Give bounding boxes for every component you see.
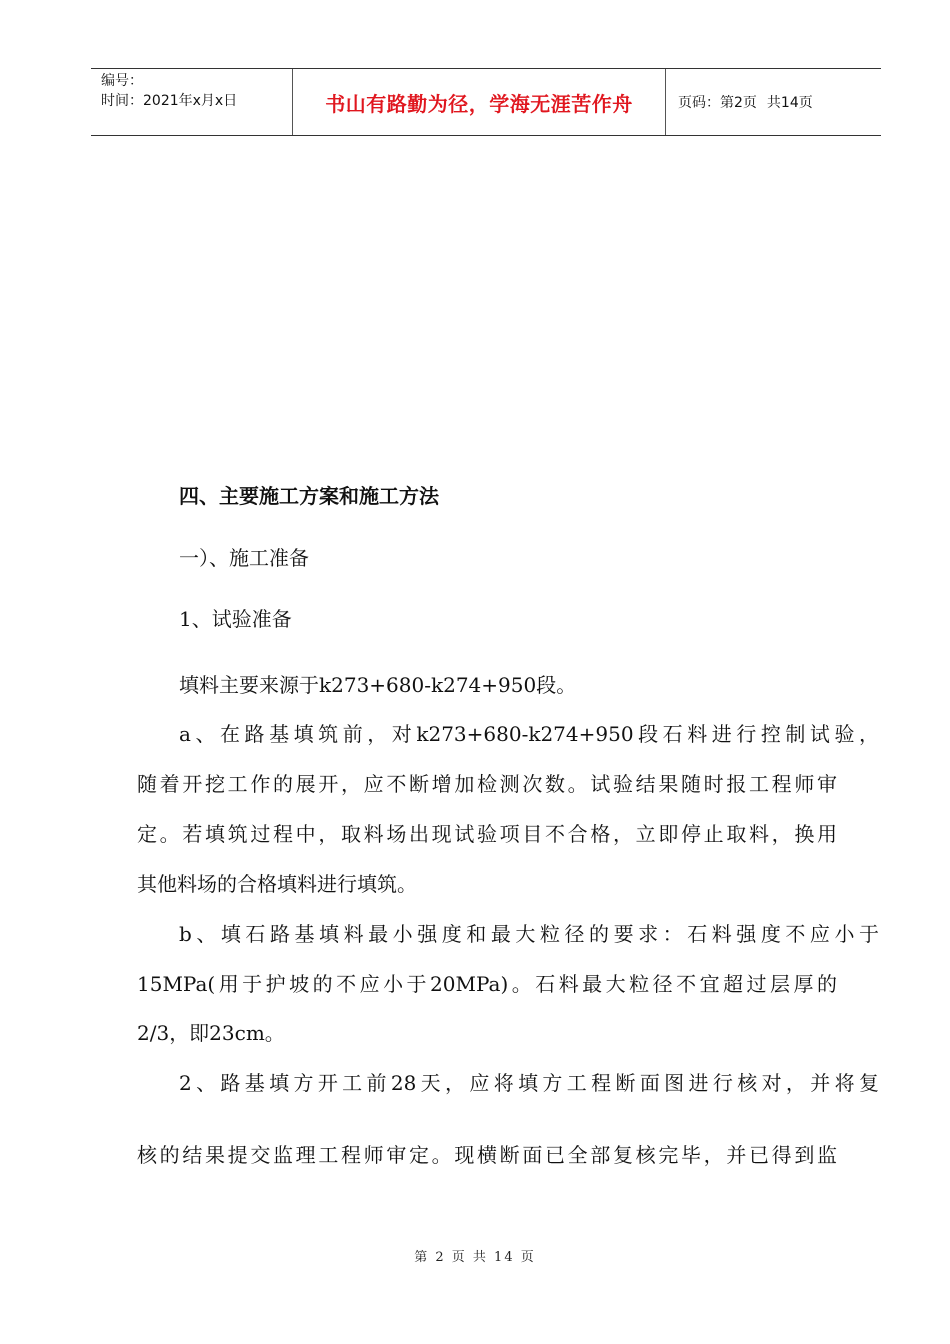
paragraph-source: 填料主要来源于k273+680-k274+950段。: [179, 673, 577, 697]
page-header: [91, 68, 881, 136]
paragraph-a-line: 定。若填筑过程中，取料场出现试验项目不合格，立即停止取料，换用: [137, 822, 837, 846]
header-meta-cell: [91, 69, 293, 135]
header-motto-cell: [293, 69, 666, 135]
paragraph-a-line: a、在路基填筑前，对k273+680-k274+950段石料进行控制试验，: [179, 722, 879, 746]
paragraph-a-line: 随着开挖工作的展开，应不断增加检测次数。试验结果随时报工程师审: [137, 772, 837, 796]
header-motto: 书山有路勤为径，学海无涯苦作舟: [325, 91, 633, 116]
section-title: 四、主要施工方案和施工方法: [179, 484, 439, 508]
paragraph-2-line: 2、路基填方开工前28天，应将填方工程断面图进行核对，并将复: [179, 1071, 879, 1095]
header-page-label: 页码：: [678, 95, 720, 111]
item-title-test-prep: 1、试验准备: [179, 607, 292, 631]
header-time-row: [101, 91, 292, 111]
header-time-label: 时间：: [101, 93, 143, 109]
header-page-current: 第2页: [720, 95, 757, 111]
subsection-title: 一）、施工准备: [179, 546, 309, 570]
header-number-label: 编号：: [101, 73, 143, 89]
header-page-total: 共14页: [766, 95, 813, 111]
header-page-cell: [666, 69, 881, 135]
paragraph-b-line: b、填石路基填料最小强度和最大粒径的要求：石料强度不应小于: [179, 922, 879, 946]
header-time-value: 2021年x月x日: [143, 93, 238, 109]
paragraph-b-line: 2/3，即23cm。: [137, 1021, 285, 1045]
paragraph-a-line: 其他料场的合格填料进行填筑。: [137, 872, 417, 896]
paragraph-2-line: 核的结果提交监理工程师审定。现横断面已全部复核完毕，并已得到监: [137, 1143, 837, 1167]
paragraph-b-line: 15MPa(用于护坡的不应小于20MPa)。石料最大粒径不宜超过层厚的: [137, 972, 837, 996]
page-footer: 第 2 页 共 14 页: [414, 1250, 536, 1265]
